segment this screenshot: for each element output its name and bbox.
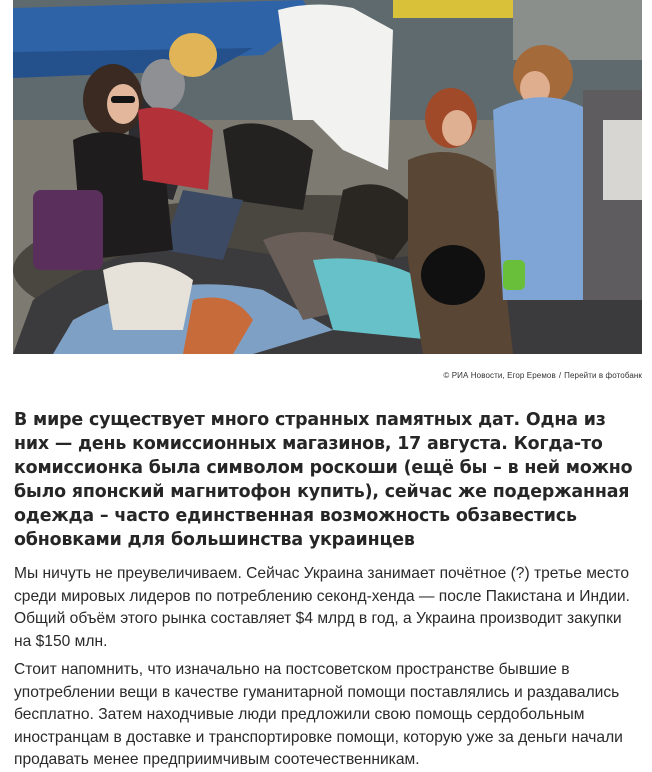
- article-photo[interactable]: [13, 0, 642, 354]
- article-paragraph: Стоит напомнить, что изначально на постсоветском пространстве бывшие в употреблении вещи в качестве гуманитарной помощи поставлялись и раздавались бесплатно. Затем находчивые люди предложили свою помощь сердобольным иностранцам в доставке и транспортировке помощи, которую уже за деньги начали продавать менее предприимчивым соотечественникам.: [14, 661, 623, 769]
- article-lead: В мире существует много странных памятных дат. Одна из них — день комиссионных магазинов, 17 августа. Когда-то комиссионка была символом роскоши (ещё бы – в ней можно было японский магнитофон купить), сейчас же подержанная одежда – часто единственная возможность обзавестись обновками для большинства украинцев: [14, 410, 633, 550]
- market-photo-illustration: [13, 0, 642, 354]
- credit-source: © РИА Новости, Егор Еремов: [443, 371, 556, 380]
- article-paragraph: Мы ничуть не преувеличиваем. Сейчас Украина занимает почётное (?) третье место среди мировых лидеров по потреблению секонд-хенда — после Пакистана и Индии. Общий объём этого рынка составляет $4 млрд в год, а Украина производит закупки на $150 млн.: [14, 565, 630, 650]
- photo-credit: [443, 371, 642, 380]
- photobank-link[interactable]: Перейти в фотобанк: [564, 371, 642, 380]
- credit-separator: /: [558, 371, 562, 380]
